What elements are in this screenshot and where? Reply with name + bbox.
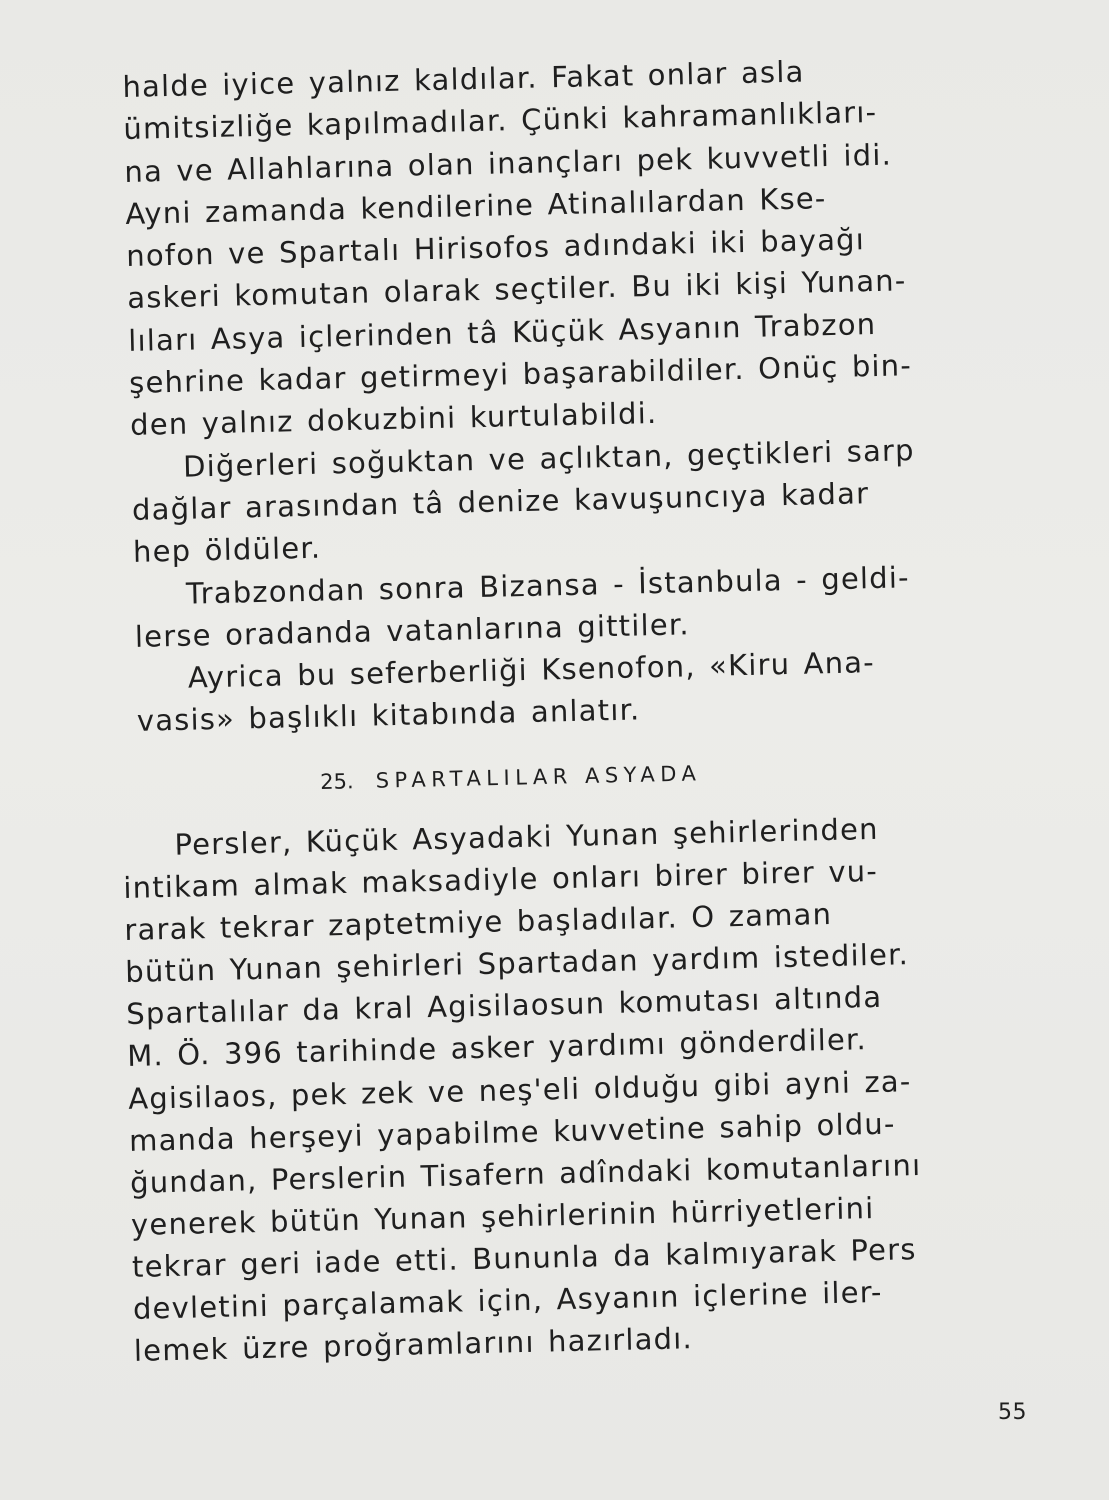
- text-line: tekrar geri iade etti. Bununla da kalmıyarak Pers: [131, 1232, 917, 1284]
- text-line: M. Ö. 396 tarihinde asker yardımı gönderdiler.: [126, 1022, 868, 1074]
- paragraph: [122, 805, 1002, 1372]
- page-number: 55: [998, 1400, 1027, 1425]
- paragraph: [122, 46, 998, 446]
- text-line: Ayni zamanda kendilerine Atinalılardan Kse-: [124, 180, 827, 231]
- text-line: Agisilaos, pek zek ve neş'eli olduğu gibi ayni za-: [127, 1063, 912, 1116]
- text-line: Persler, Küçük Asyadaki Yunan şehirlerinden: [174, 811, 879, 862]
- text-line: Trabzondan sonra Bizansa - İstanbula - geldi-: [185, 559, 911, 611]
- text-line: ümitsizliğe kapılmadılar. Çünki kahramanlıkları-: [123, 95, 878, 147]
- text-line: yenerek bütün Yunan şehirlerinin hürriyetlerini: [130, 1190, 875, 1242]
- text-line: na ve Allahlarına olan inançları pek kuvvetli idi.: [124, 137, 893, 189]
- text-line: Spartalılar da kral Agisilaosun komutası altında: [125, 980, 883, 1032]
- bottom-text-block: [122, 805, 1002, 1372]
- text-line: Diğerleri soğuktan ve açlıktan, geçtikleri sarp: [182, 432, 916, 484]
- text-line: Ayrica bu seferberliği Ksenofon, «Kiru Ana-: [187, 645, 876, 695]
- text-line: şehrine kadar getirmeyi başarabildiler. Onüç bin-: [128, 348, 913, 400]
- text-line: vasis» başlıklı kitabında anlatır.: [136, 692, 641, 739]
- paragraph: [131, 427, 1002, 574]
- text-line: rarak tekrar zaptetmiye başladılar. O zaman: [124, 897, 833, 948]
- text-line: lemek üzre proğramlarını hazırladı.: [133, 1321, 694, 1368]
- text-line: ğundan, Perslerin Tisafern adîndaki komutanlarını: [129, 1147, 922, 1200]
- text-line: lıları Asya içlerinden tâ Küçük Asyanın Trabzon: [127, 306, 877, 358]
- text-line: den yalnız dokuzbini kurtulabildi.: [129, 396, 658, 443]
- text-line: halde iyice yalnız kaldılar. Fakat onlar asla: [122, 54, 805, 104]
- text-line: nofon ve Spartalı Hirisofos adındaki iki bayağı: [125, 222, 866, 274]
- text-line: dağlar arasından tâ denize kavuşuncıya kadar: [131, 476, 870, 527]
- text-line: devletini parçalamak için, Asyanın içlerine iler-: [132, 1274, 884, 1326]
- section-heading: [320, 761, 702, 794]
- section-title: SPARTALILAR ASYADA: [375, 761, 702, 793]
- text-line: askeri komutan olarak seçtiler. Bu iki kişi Yunan-: [126, 263, 907, 316]
- text-line: lerse oradanda vatanlarına gittiler.: [134, 607, 691, 654]
- text-line: bütün Yunan şehirleri Spartadan yardım istediler.: [124, 937, 910, 990]
- top-text-block: [122, 46, 1005, 742]
- section-number: 25.: [320, 769, 354, 794]
- text-line: intikam almak maksadiyle onları birer birer vu-: [123, 853, 879, 906]
- text-line: manda herşeyi yapabilme kuvvetine sahip oldu-: [128, 1106, 896, 1158]
- text-line: hep öldüler.: [132, 530, 322, 570]
